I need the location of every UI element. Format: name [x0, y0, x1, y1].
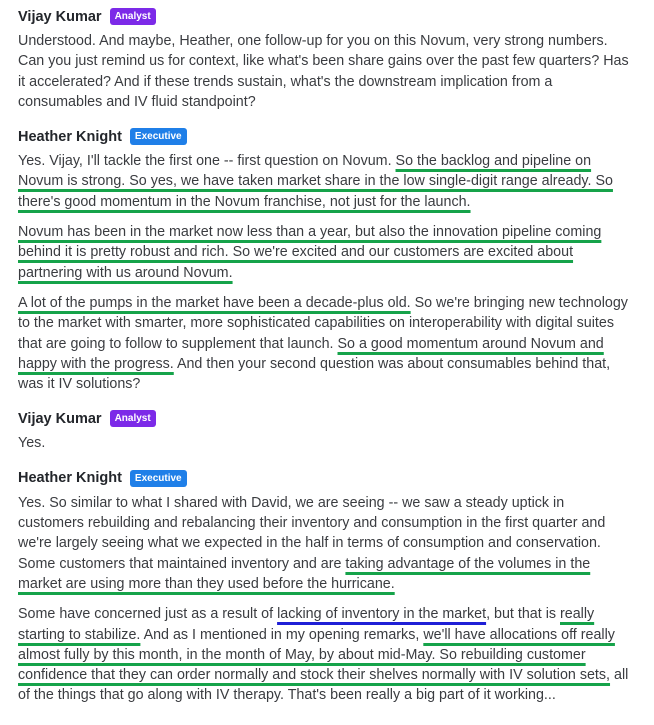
paragraph [18, 31, 632, 112]
text-segment: Yes. Vijay, I'll tackle the first one -- first question on Novum. [18, 153, 396, 170]
highlight-green[interactable]: So a good momentum around Novum and happy with the progress. [18, 335, 604, 372]
highlight-green[interactable]: we'll have allocations off really almost fully by this month, in the month of May, by about mid-May. So rebuilding customer confidence that they can order normally and stock their shelves normally with IV solution sets, [18, 626, 615, 684]
speaker-header [18, 410, 632, 427]
highlight-blue[interactable]: lacking of inventory in the market [277, 606, 487, 623]
speaker-header [18, 8, 632, 25]
speaker-header [18, 470, 632, 487]
speaker-header [18, 128, 632, 145]
speaker-name: Vijay Kumar [18, 410, 102, 427]
paragraph [18, 222, 632, 283]
highlight-green[interactable]: Novum has been in the market now less than a year, but also the innovation pipeline coming behind it is pretty robust and rich. So we're excited and our customers are excited about partnering with us around Novum. [18, 224, 602, 281]
role-badge: Executive [130, 470, 187, 487]
role-badge: Analyst [110, 410, 156, 427]
paragraph [18, 604, 632, 705]
highlight-green[interactable]: taking advantage of the volumes in the market are using more than they used before the hurricane. [18, 555, 591, 592]
text-segment: all of the things that go along with IV therapy. That's been really a big part of it working... [18, 667, 629, 704]
speaker-name: Heather Knight [18, 470, 122, 487]
paragraph [18, 493, 632, 594]
role-badge: Executive [130, 128, 187, 145]
text-segment: So we're bringing new technology to the market with smarter, more sophisticated capabilities on interoperability with digital suites that are going to follow to supplement that launch. [18, 294, 628, 352]
text-segment: Understood. And maybe, Heather, one follow-up for you on this Novum, very strong numbers. Can you just remind us for context, like what's been share gains over the past few quarters? Has it accelerated? And if these trends sustain, what's the downstream implication from a consumables and IV fluid standpoint? [18, 33, 629, 110]
transcript-turn [18, 8, 632, 112]
paragraph [18, 293, 632, 394]
role-badge: Analyst [110, 8, 156, 25]
transcript-turn [18, 410, 632, 453]
text-segment: Some have concerned just as a result of [18, 606, 278, 623]
paragraph [18, 433, 632, 453]
text-segment: Yes. [18, 435, 46, 452]
highlight-green[interactable]: really starting to stabilize. [18, 606, 595, 643]
text-segment: And then your second question was about consumables behind that, was it IV solutions? [18, 355, 611, 393]
text-segment: , but that is [486, 606, 560, 623]
highlight-green[interactable]: A lot of the pumps in the market have been a decade-plus old. [18, 294, 411, 311]
transcript-turn [18, 470, 632, 706]
speaker-name: Vijay Kumar [18, 8, 102, 25]
highlight-green[interactable]: So the backlog and pipeline on Novum is strong. So yes, we have taken market share in the low single-digit range already. So there's good momentum in the Novum franchise, not just for the launch. [18, 153, 613, 210]
text-segment: Yes. So similar to what I shared with David, we are seeing -- we saw a steady uptick in customers rebuilding and rebalancing their inventory and consumption in the first quarter and we're largely seeing what we expected in the half in terms of consumption and conservation. Some customers that maintained inventory and are [18, 494, 606, 572]
text-segment: And as I mentioned in my opening remarks, [140, 626, 424, 643]
speaker-name: Heather Knight [18, 128, 122, 145]
paragraph [18, 151, 632, 212]
transcript-turn [18, 128, 632, 394]
